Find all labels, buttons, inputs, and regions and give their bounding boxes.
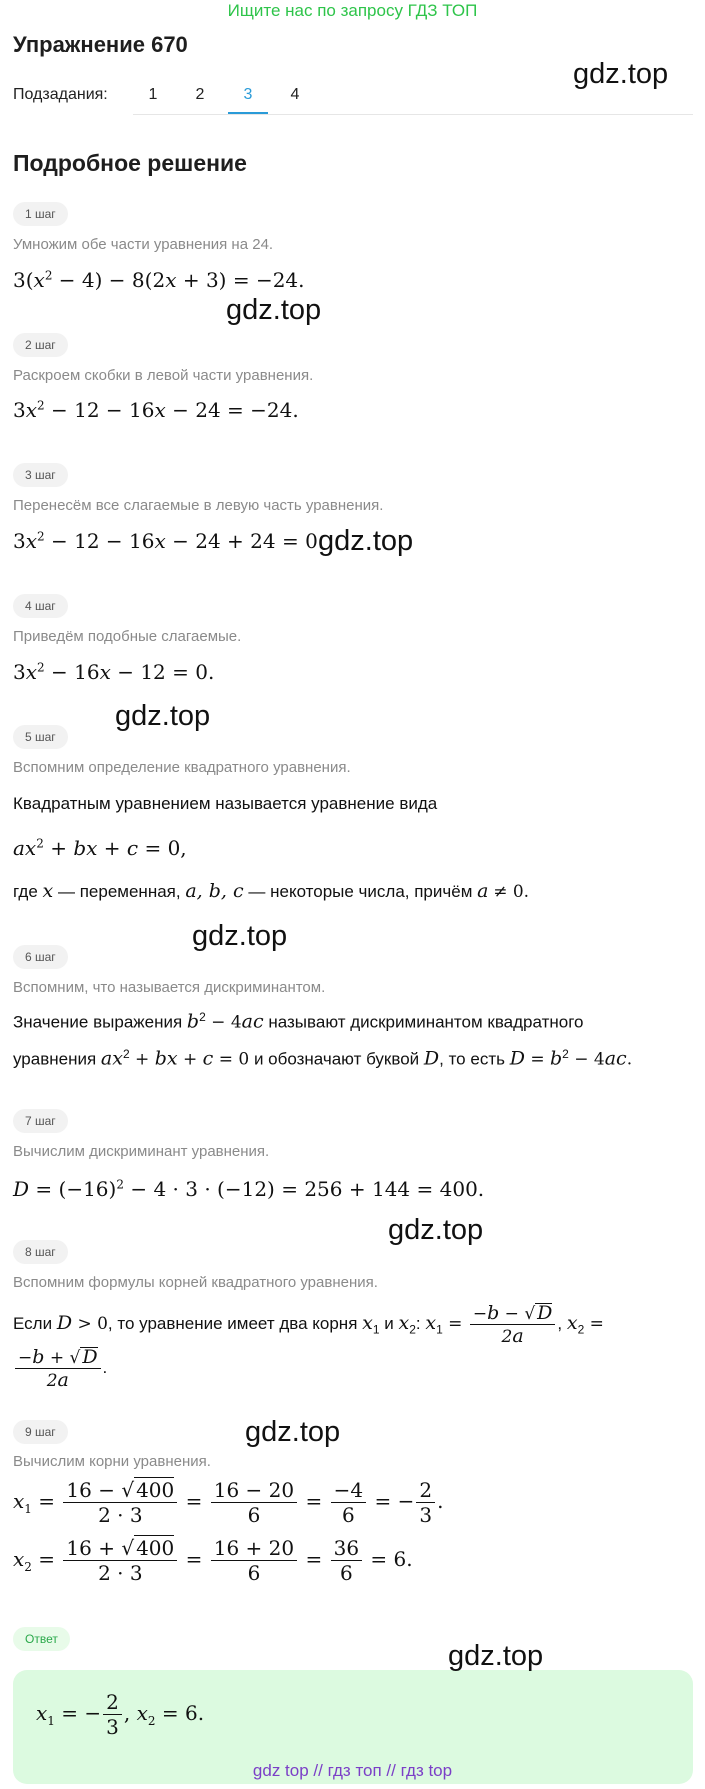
equation: $3x^2 - 12 - 16x - 24 + 24 = 0$. — [13, 529, 325, 553]
step-text: Умножим обе части уравнения на 24. — [13, 236, 274, 253]
watermark: gdz.top — [388, 1214, 484, 1246]
watermark: gdz.top — [226, 294, 322, 326]
step-text: Раскроем скобки в левой части уравнения. — [13, 367, 314, 384]
definition-text: уравнения $ax^2$ + bx + c = 0 и обозначают буквой D, то есть $D = b^2 - 4ac$. — [13, 1047, 633, 1070]
step-badge: 5 шаг — [13, 725, 68, 749]
watermark: gdz.top — [448, 1640, 544, 1672]
step-text: Перенесём все слагаемые в левую часть уравнения. — [13, 497, 384, 514]
equation: $x_1$ = $\frac{16 - √ 400}{2 \cdot 3}$ = $\frac{16 - 20}{6}$ = $\frac{-4}{6}$ = − $\frac{2}{3}$ . — [13, 1478, 444, 1527]
step-badge: 9 шаг — [13, 1420, 68, 1444]
step-badge: 3 шаг — [13, 463, 68, 487]
tab-3[interactable]: 3 — [243, 86, 253, 103]
page-title: Упражнение 670 — [13, 32, 188, 57]
step-text: Вспомним формулы корней квадратного уравнения. — [13, 1274, 378, 1291]
tab-4[interactable]: 4 — [290, 86, 300, 103]
step-badge: 2 шаг — [13, 333, 68, 357]
step-text: Вспомним определение квадратного уравнения. — [13, 759, 351, 776]
roots-formula-text: Если D > 0, то уравнение имеет два корня $x_1$ и $x_2$: $x_1$ = $\frac{-b - √ D}{2a}$ , $x_2$ = — [13, 1302, 604, 1347]
equation: $ax^2$ + bx + c = 0, — [13, 836, 187, 860]
step-text: Вспомним, что называется дискриминантом. — [13, 979, 326, 996]
answer-badge: Ответ — [13, 1627, 70, 1651]
step-text: Приведём подобные слагаемые. — [13, 628, 242, 645]
tabs-divider — [133, 114, 693, 115]
watermark: gdz.top — [573, 58, 669, 90]
equation: $3x^2 - 12 - 16x - 24 = -24$. — [13, 398, 299, 422]
watermark: gdz.top — [115, 700, 211, 732]
equation: $D = (-16)^2 - 4 \cdot 3 \cdot (-12) = 256 + 144 = 400$. — [13, 1177, 485, 1201]
step-text: Вычислим дискриминант уравнения. — [13, 1143, 270, 1160]
equation: $x_2$ = $\frac{16 + √ 400}{2 \cdot 3}$ = $\frac{16 + 20}{6}$ = $\frac{36}{6}$ = 6. — [13, 1536, 413, 1585]
equation: $3(x^2 - 4) - 8(2x + 3) = -24$. — [13, 268, 305, 292]
step-badge: 6 шаг — [13, 945, 68, 969]
step-badge: 8 шаг — [13, 1240, 68, 1264]
tab-1[interactable]: 1 — [148, 86, 158, 103]
step-badge: 1 шаг — [13, 202, 68, 226]
watermark: gdz.top — [245, 1416, 341, 1448]
step-badge: 7 шаг — [13, 1109, 68, 1133]
definition-text: где x — переменная, a, b, c — некоторые числа, причём a ≠ 0. — [13, 880, 530, 902]
section-title: Подробное решение — [13, 150, 247, 176]
step-text: Вычислим корни уравнения. — [13, 1453, 211, 1470]
active-tab-indicator — [228, 112, 268, 114]
subtasks-label: Подзадания: — [13, 86, 108, 103]
definition-text: Квадратным уравнением называется уравнение вида — [13, 794, 438, 813]
roots-formula-text: $\frac{-b + √ D}{2a}$ . — [13, 1346, 107, 1391]
answer-equation: $x_1$ = − $\frac{2}{3}$ , $x_2 = 6$. — [36, 1690, 205, 1739]
tab-2[interactable]: 2 — [195, 86, 205, 103]
definition-text: Значение выражения $b^2 - 4ac$ называют дискриминантом квадратного — [13, 1010, 584, 1033]
search-hint-banner[interactable]: Ищите нас по запросу ГДЗ ТОП — [227, 1, 478, 20]
watermark: gdz.top — [192, 920, 288, 952]
watermark: gdz.top — [318, 525, 414, 557]
equation: $3x^2 - 16x - 12 = 0$. — [13, 660, 215, 684]
step-badge: 4 шаг — [13, 594, 68, 618]
footer-links[interactable]: gdz top // гдз топ // гдз top — [252, 1761, 453, 1780]
